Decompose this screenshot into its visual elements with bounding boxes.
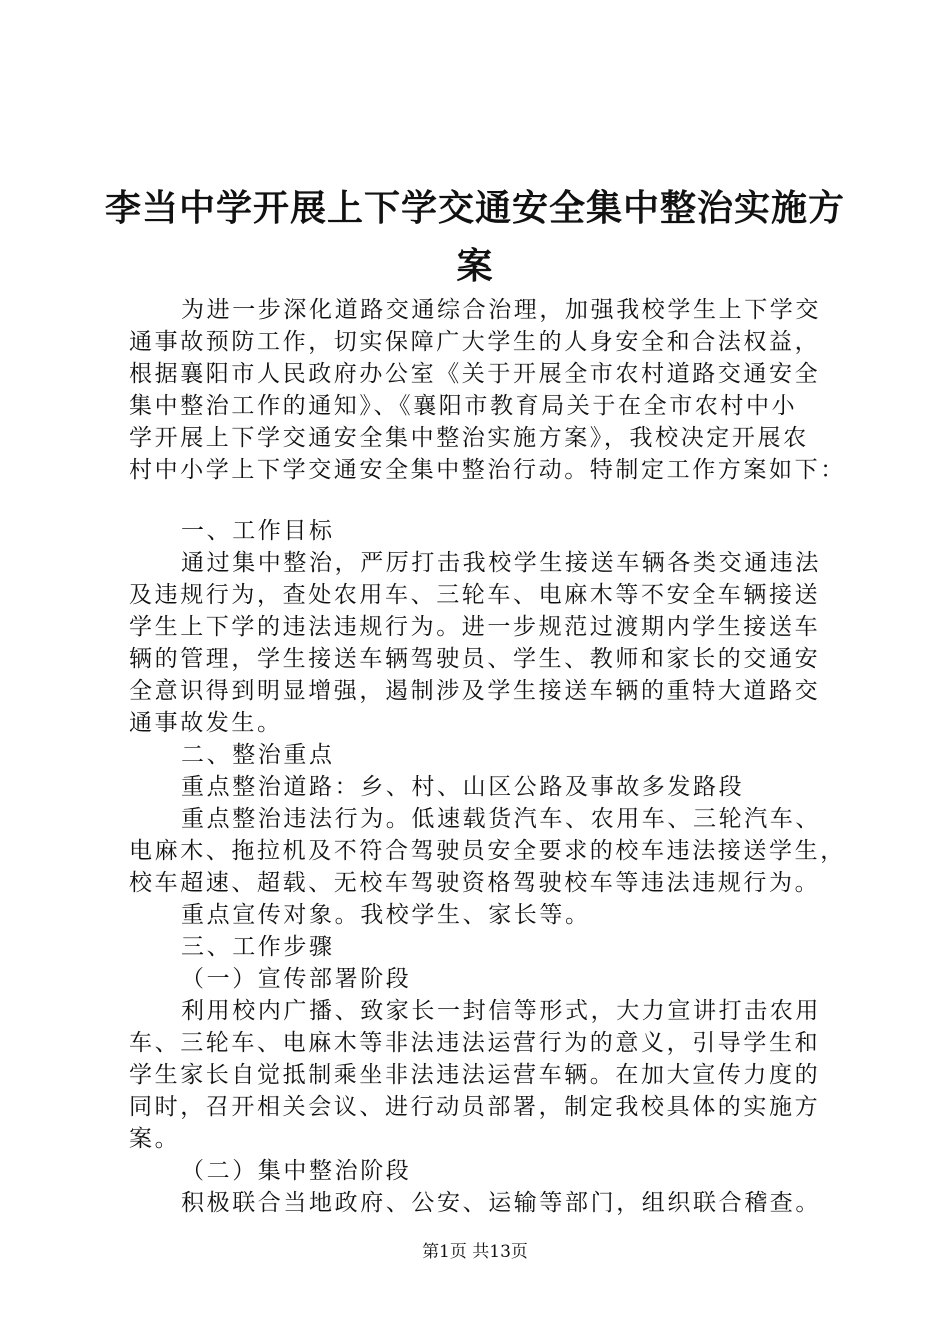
paragraph-line: 学开展上下学交通安全集中整治实施方案》，我校决定开展农 — [129, 425, 809, 451]
paragraph-line: 辆的管理，学生接送车辆驾驶员、学生、教师和家长的交通安 — [129, 646, 821, 672]
paragraph-line: 学生上下学的违法违规行为。进一步规范过渡期内学生接送车 — [129, 614, 821, 640]
paragraph-line: 全意识得到明显增强，遏制涉及学生接送车辆的重特大道路交 — [129, 678, 821, 704]
subsection-heading: （二）集中整治阶段 — [181, 1158, 412, 1184]
section-heading: 二、整治重点 — [181, 742, 335, 768]
paragraph-line: 电麻木、拖拉机及不符合驾驶员安全要求的校车违法接送学生， — [129, 838, 846, 864]
paragraph-line: 通事故发生。 — [129, 710, 283, 736]
paragraph-line: 重点宣传对象。我校学生、家长等。 — [181, 902, 591, 928]
paragraph-line: 积极联合当地政府、公安、运输等部门，组织联合稽查。 — [181, 1190, 821, 1216]
page-number-footer: 第1页 共13页 — [422, 1242, 528, 1262]
paragraph-line: 及违规行为，查处农用车、三轮车、电麻木等不安全车辆接送 — [129, 582, 821, 608]
paragraph-line: 校车超速、超载、无校车驾驶资格驾驶校车等违法违规行为。 — [129, 870, 821, 896]
paragraph-line: 车、三轮车、电麻木等非法违法运营行为的意义，引导学生和 — [129, 1030, 821, 1056]
paragraph-line: 同时，召开相关会议、进行动员部署，制定我校具体的实施方 — [129, 1094, 821, 1120]
paragraph-line: 集中整治工作的通知》、《襄阳市教育局关于在全市农村中小 — [129, 393, 798, 419]
section-heading: 三、工作步骤 — [181, 934, 335, 960]
paragraph-line: 重点整治道路：乡、村、山区公路及事故多发路段 — [181, 774, 745, 800]
document-title-line-2: 案 — [456, 245, 494, 287]
paragraph-line: 案。 — [129, 1126, 181, 1152]
paragraph-line: 根据襄阳市人民政府办公室《关于开展全市农村道路交通安全 — [129, 361, 821, 387]
subsection-heading: （一）宣传部署阶段 — [181, 966, 412, 992]
paragraph-line: 学生家长自觉抵制乘坐非法违法运营车辆。在加大宣传力度的 — [129, 1062, 821, 1088]
paragraph-line: 通事故预防工作，切实保障广大学生的人身安全和合法权益， — [129, 329, 821, 355]
document-title-line-1: 李当中学开展上下学交通安全集中整治实施方 — [104, 187, 845, 229]
paragraph-line: 重点整治违法行为。低速载货汽车、农用车、三轮汽车、 — [181, 806, 821, 832]
paragraph-line: 利用校内广播、致家长一封信等形式，大力宣讲打击农用 — [181, 998, 821, 1024]
section-heading: 一、工作目标 — [181, 518, 335, 544]
paragraph-gap — [129, 486, 845, 515]
document-body — [129, 294, 845, 1219]
paragraph-line: 为进一步深化道路交通综合治理，加强我校学生上下学交 — [181, 297, 821, 323]
paragraph-line: 通过集中整治，严厉打击我校学生接送车辆各类交通违法 — [181, 550, 821, 576]
paragraph-line: 村中小学上下学交通安全集中整治行动。特制定工作方案如下： — [129, 457, 846, 483]
